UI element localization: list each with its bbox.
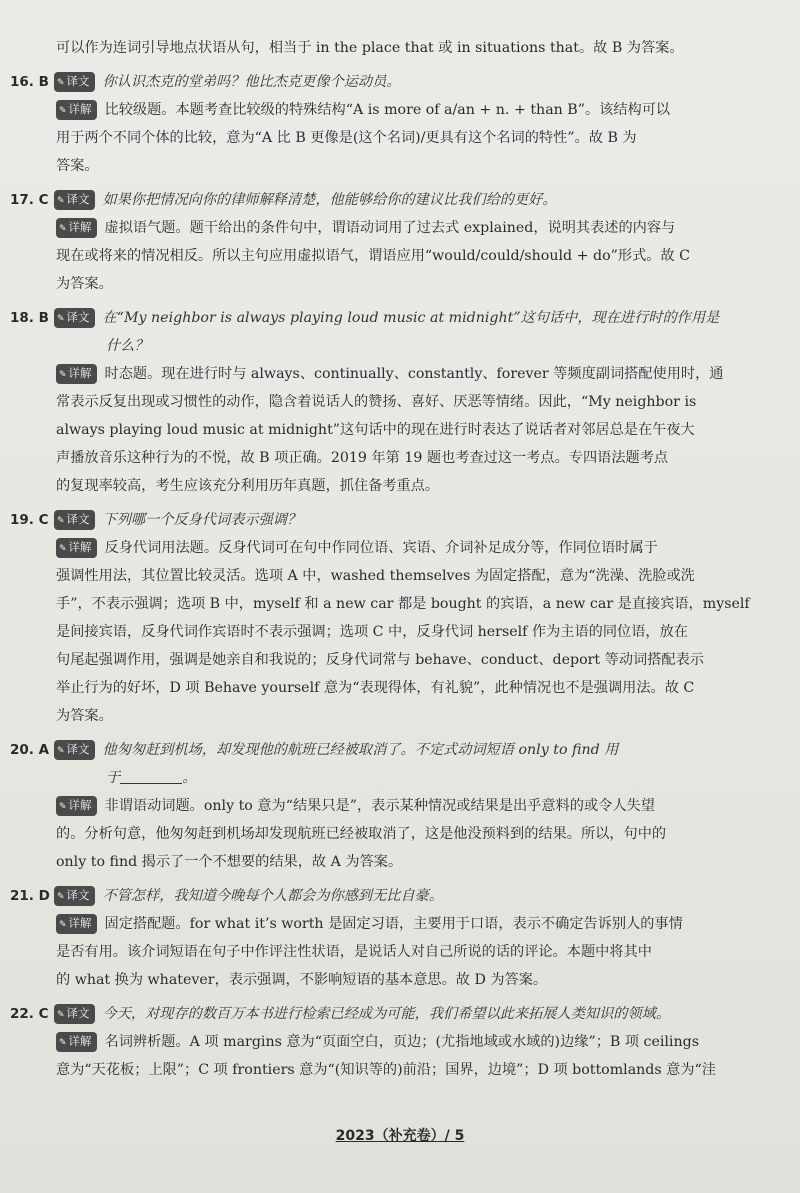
explain-line [56,646,778,674]
pencil-icon: ✎ [57,892,65,902]
explain-line [56,1056,778,1084]
explain-tag [56,538,97,558]
translation-tag [54,190,95,210]
explain-text: 现在或将来的情况相反。所以主句应用虚拟语气，谓语应用“would/could/should + do”形式。故 C [56,248,690,264]
explain-line [56,848,778,876]
explain-line [56,388,778,416]
answer-list [10,68,778,1084]
explain-text: 是否有用。该介词短语在句子中作评注性状语，是说话人对自己所说的话的评论。本题中将其中 [56,944,652,960]
translation-text: 在“My neighbor is always playing loud music at midnight”这句话中，现在进行时的作用是 [102,310,720,326]
explain-text: 名词辨析题。A 项 margins 意为“页面空白，页边；(尤指地域或水域的)边缘”；B 项 ceilings [104,1034,699,1050]
explain-tag-label: 详解 [68,916,92,930]
answer-item [10,68,778,180]
explain-tag [56,796,97,816]
answer-item [10,882,778,994]
explain-tag [56,218,97,238]
explain-line [56,360,778,388]
explain-tag-label: 详解 [68,540,92,554]
pencil-icon: ✎ [59,802,67,812]
explain-line [56,702,778,730]
pencil-icon: ✎ [57,516,65,526]
explain-text: 的 what 换为 whatever，表示强调，不影响短语的基本意思。故 D 为答案。 [56,972,548,988]
answer-item [10,1000,778,1084]
explain-text: 为答案。 [56,708,113,724]
translation-tag-label: 译文 [66,192,90,206]
answer-item [10,506,778,730]
explain-line [56,966,778,994]
explain-text: 用于两个不同个体的比较，意为“A 比 B 更像是(这个名词)/更具有这个名词的特性”。故 B 为 [56,130,637,146]
explain-text: 手”，不表示强调；选项 B 中，myself 和 a new car 都是 bought 的宾语，a new car 是直接宾语，myself [56,596,750,612]
explain-tag-label: 详解 [68,366,92,380]
explain-line [56,820,778,848]
translation-text: 你认识杰克的堂弟吗？他比杰克更像个运动员。 [102,74,401,90]
answer-item [10,736,778,876]
explain-tag-label: 详解 [68,102,92,116]
page-footer [0,1125,800,1145]
question-number: 20. A [10,742,50,758]
pencil-icon: ✎ [59,224,67,234]
question-number: 18. B [10,310,49,326]
explain-line [56,214,778,242]
explain-text: 比较级题。本题考查比较级的特殊结构“A is more of a/an + n. + than B”。该结构可以 [104,102,671,118]
explain-text: only to find 揭示了一个不想要的结果，故 A 为答案。 [56,854,403,870]
explain-line [56,1028,778,1056]
translation-tag [54,886,95,906]
explain-line [56,562,778,590]
translation-tag [54,72,95,92]
explain-text: 举止行为的好坏，D 项 Behave yourself 意为“表现得体，有礼貌”，此种情况也不是强调用法。故 C [56,680,695,696]
explain-tag [56,100,97,120]
translation-line [10,186,778,214]
blank-punct: 。 [182,770,197,786]
explain-tag [56,914,97,934]
pencil-icon: ✎ [57,1010,65,1020]
explain-line [56,444,778,472]
translation-line [106,764,778,792]
question-number: 21. D [10,888,50,904]
translation-tag-label: 译文 [66,1006,90,1020]
translation-line [10,506,778,534]
translation-line [106,332,778,360]
question-number: 22. C [10,1006,49,1022]
answer-item [10,186,778,298]
translation-line [10,1000,778,1028]
explain-text: 时态题。现在进行时与 always、continually、constantly、forever 等频度副词搭配使用时，通 [104,366,724,382]
pencil-icon: ✎ [59,544,67,554]
explain-text: 的。分析句意，他匆匆赶到机场却发现航班已经被取消了，这是他没预料到的结果。所以，句中的 [56,826,667,842]
pencil-icon: ✎ [59,106,67,116]
explain-text: 常表示反复出现或习惯性的动作，隐含着说话人的赞扬、喜好、厌恶等情绪。因此，“My neighbor is [56,394,697,410]
translation-line [10,304,778,332]
pencil-icon: ✎ [59,370,67,380]
pencil-icon: ✎ [59,1038,67,1048]
pencil-icon: ✎ [59,920,67,930]
pencil-icon: ✎ [57,78,65,88]
explain-text: 为答案。 [56,276,113,292]
explain-line [56,590,778,618]
explain-tag [56,1032,97,1052]
explain-text: 的复现率较高，考生应该充分利用历年真题，抓住备考重点。 [56,478,440,494]
intro-text: 可以作为连词引导地点状语从句，相当于 in the place that 或 in situations that。故 B 为答案。 [56,40,684,56]
pencil-icon: ✎ [57,196,65,206]
explain-line [56,242,778,270]
pencil-icon: ✎ [57,314,65,324]
explain-text: 反身代词用法题。反身代词可在句中作同位语、宾语、介词补足成分等，作同位语时属于 [104,540,658,556]
explain-line [56,674,778,702]
translation-text: 于 [106,770,121,786]
question-number: 19. C [10,512,49,528]
translation-tag-label: 译文 [66,742,90,756]
translation-text: 不管怎样，我知道今晚每个人都会为你感到无比自豪。 [102,888,444,904]
explain-text: 强调性用法，其位置比较灵活。选项 A 中，washed themselves 为固定搭配，意为“洗澡、洗脸或洗 [56,568,695,584]
explain-line [56,472,778,500]
translation-text: 如果你把情况向你的律师解释清楚，他能够给你的建议比我们给的更好。 [102,192,557,208]
translation-line [10,68,778,96]
question-number: 17. C [10,192,49,208]
explain-line [56,96,778,124]
question-number: 16. B [10,74,49,90]
answer-blank [120,769,182,784]
explain-tag-label: 详解 [68,1034,92,1048]
explain-line [56,534,778,562]
explain-text: 虚拟语气题。题干给出的条件句中，谓语动词用了过去式 explained，说明其表述的内容与 [104,220,676,236]
explain-line [56,270,778,298]
translation-text: 他匆匆赶到机场，却发现他的航班已经被取消了。不定式动词短语 only to find 用 [102,742,619,758]
page-number: 2023（补充卷）/ 5 [335,1128,465,1144]
translation-text: 下列哪一个反身代词表示强调？ [102,512,302,528]
explain-text: 固定搭配题。for what it’s worth 是固定习语，主要用于口语，表示不确定告诉别人的事情 [104,916,683,932]
explain-tag-label: 详解 [68,798,92,812]
explain-text: 意为“天花板；上限”；C 项 frontiers 意为“(知识等的)前沿；国界，边境”；D 项 bottomlands 意为“洼 [56,1062,716,1078]
explain-tag [56,364,97,384]
explain-line [56,938,778,966]
translation-text: 什么？ [106,338,149,354]
explain-tag-label: 详解 [68,220,92,234]
translation-tag-label: 译文 [66,512,90,526]
explain-line [56,124,778,152]
translation-line [10,736,778,764]
explain-text: 答案。 [56,158,99,174]
explain-line [56,910,778,938]
translation-tag [54,740,95,760]
explain-text: 句尾起强调作用，强调是她亲自和我说的；反身代词常与 behave、conduct、deport 等动词搭配表示 [56,652,704,668]
explain-text: 非谓语动词题。only to 意为“结果只是”，表示某种情况或结果是出乎意料的或令人失望 [104,798,655,814]
translation-text: 今天，对现存的数百万本书进行检索已经成为可能，我们希望以此来拓展人类知识的领域。 [102,1006,671,1022]
translation-line [10,882,778,910]
translation-tag [54,1004,95,1024]
explain-text: 是间接宾语，反身代词作宾语时不表示强调；选项 C 中，反身代词 herself 作为主语的同位语，放在 [56,624,688,640]
translation-tag-label: 译文 [66,888,90,902]
explain-line [56,152,778,180]
explain-text: 声播放音乐这种行为的不悦，故 B 项正确。2019 年第 19 题也考查过这一考点。专四语法题考点 [56,450,669,466]
translation-tag [54,308,95,328]
explain-text: always playing loud music at midnight”这句话中的现在进行时表达了说话者对邻居总是在午夜大 [56,422,695,438]
explain-line [56,416,778,444]
explain-line [56,792,778,820]
pencil-icon: ✎ [57,746,65,756]
translation-tag-label: 译文 [66,74,90,88]
answer-item [10,304,778,500]
translation-tag-label: 译文 [66,310,90,324]
translation-tag [54,510,95,530]
explain-line [56,618,778,646]
